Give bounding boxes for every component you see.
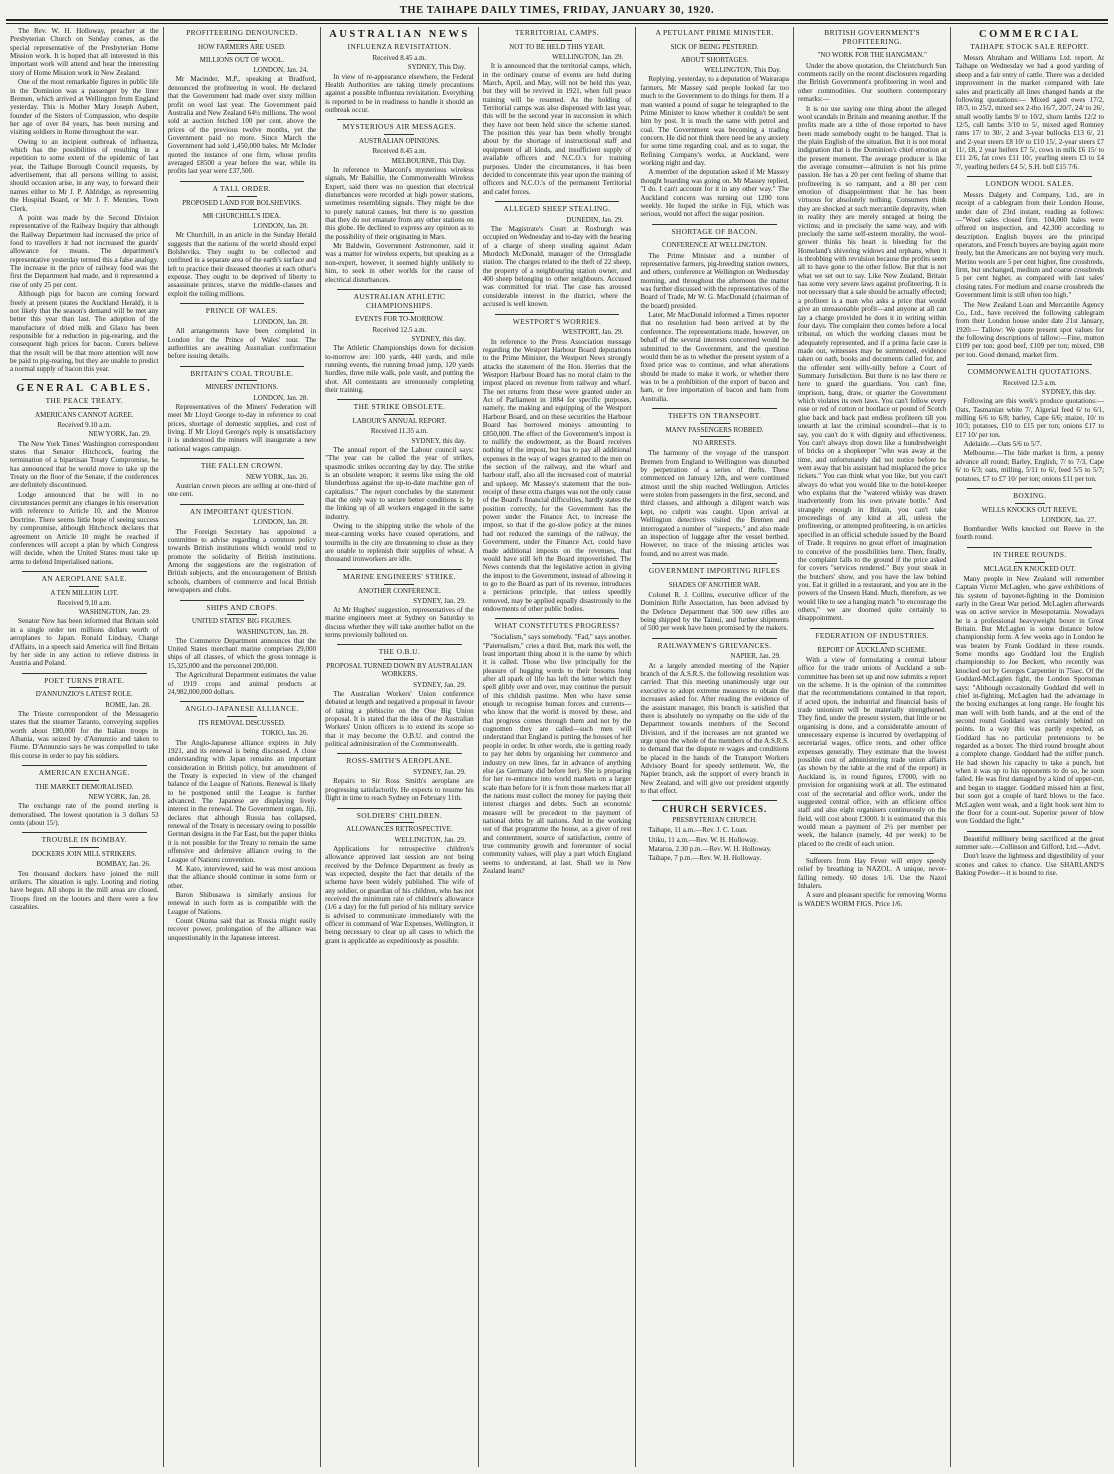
divider (652, 408, 777, 409)
article-subheading: PROPOSAL TURNED DOWN BY AUSTRALIAN WORKERS. (326, 662, 473, 679)
article-subheading: ABOUT SHORTAGES. (680, 55, 749, 64)
divider (337, 569, 462, 570)
article-heading: SOLDIERS' CHILDREN. (356, 810, 443, 820)
divider (227, 53, 257, 54)
dateline: TOKIO, Jan. 26. (261, 729, 309, 738)
dateline: BOMBAY, Jan. 26. (96, 860, 151, 869)
dateline: SYDNEY, this day. (411, 436, 466, 445)
divider (384, 584, 414, 585)
article-subheading: D'ANNUNZIO'S LATEST ROLE. (35, 690, 133, 699)
dateline: LONDON, Jan. 27. (1041, 515, 1097, 524)
local-paragraph: Owing to an incipient outbreak of influenza, which has the possibilities of resulting in a repetition to some extent of the epidemic of last year, the Taihape Borough Council requests, by advertisement, that all persons willing to assist, should occasion arise, in any way, to forward their names either to Mr J. P. Aldridge, as representing the Hospital Board, or Mr J. F. Menzies, Town Clerk. (10, 137, 159, 213)
article-heading: MYSTERIOUS AIR MESSAGES. (342, 122, 457, 132)
article-subheading: MINERS' INTENTIONS. (205, 383, 279, 392)
article-body: The Magistrate's Court at Roxburgh was occupied on Wednesday and to-day with the hearing of a charge of sheep stealing against Adam Murdoch McDonald, manager of the Ormsgladie station. The charges related to the theft of 22 sheep, the property of a neighbouring station owner, and 400 sheep belonging to other neighbours. Accused was committed for trial. The case has aroused considerable interest in the district, where the accused is well known. (482, 224, 632, 309)
divider (22, 832, 147, 833)
article-subheading: A TEN MILLION LOT. (50, 588, 119, 597)
church-services-heading: CHURCH SERVICES. (662, 804, 768, 815)
divider (384, 414, 414, 415)
article-heading: RAILWAYMEN'S GRIEVANCES. (657, 640, 772, 650)
divider (337, 644, 462, 645)
divider (69, 780, 99, 781)
dateline: WASHINGTON, Jan. 29. (78, 608, 151, 617)
divider (227, 209, 257, 210)
article-heading: BRITAIN'S COAL TROUBLE. (190, 368, 294, 378)
article-heading: POET TURNS PIRATE. (44, 675, 125, 685)
article-body: The exchange rate of the pound sterling is demoralised. The lowest quotation is 3 dollars 53 cents (about 15/). (10, 802, 159, 827)
divider (810, 628, 935, 629)
dateline: LONDON, Jan. 28. (253, 518, 309, 527)
article-subheading: NOT TO BE HELD THIS YEAR. (509, 42, 605, 51)
dateline: MELBOURNE, This Day. (391, 156, 466, 165)
article-body: The Athletic Championships down for decision to-morrow are: 100 yards, 440 yards, and mile running events, the running broad jump, 120 yards hurdles, three mile walk, pole vault, and putting the shot. All contestants are strenuously completing their training. (325, 344, 474, 394)
dateline: WELLINGTON, Jan. 29. (394, 835, 466, 844)
divider (337, 289, 462, 290)
article-subheading: DOCKERS JOIN MILL STRIKERS. (31, 850, 137, 859)
article-subheading: MILLIONS OUT OF WOOL. (199, 55, 285, 64)
article-heading: THE PEACE TREATY. (45, 396, 123, 406)
article-subheading: THE MARKET DEMORALISED. (35, 782, 134, 791)
article-subheading: MR CHURCHILL'S IDEA. (202, 211, 281, 220)
article-body: A member of the deputation asked if Mr Massey thought hoarding was going on. Mr Massey replied, "I do. I can't account for it in any other way." The Auckland concern was turning out 1200 tons weekly. He hoped the strike in Fiji, which was serious, would not affect the sugar position. (640, 168, 789, 219)
divider (700, 53, 730, 54)
article-subheading: EVENTS FOR TO-MORROW. (355, 315, 444, 324)
article-body: At Mr Hughes' suggestion, representatives of the marine engineers meet at Sydney on Saturday to discuss whether they will take another ballot on the terms previously balloted on. (325, 606, 474, 640)
dateline: LONDON, Jan. 24. (253, 66, 309, 75)
article-subheading: UNITED STATES' BIG FIGURES. (191, 617, 292, 626)
article-body: The Commerce Department announces that the United States merchant marine comprises 29,000 ships of all classes, of which the gross tonnage is 15,325,000 and the personnel 200,000. (167, 636, 317, 670)
divider (384, 659, 414, 660)
divider (542, 40, 572, 41)
divider (495, 314, 620, 315)
divider (227, 196, 257, 197)
divider (495, 201, 620, 202)
divider (384, 134, 414, 135)
divider (700, 423, 730, 424)
divider (652, 563, 777, 564)
divider (69, 687, 99, 688)
article-body: Many people in New Zealand will remember Captain Victor McLaglen, who gave exhibitions of his system of bayonet-fighting in the Dominion early in the Great War period. McLaglen afterwards was on active service in Mesopotamia. Nowadays he is a professional heavyweight boxer in Great Britain. But McLaglen is some distance below championship form. A few weeks ago in London he was beaten by Frank Goddard in three rounds. Some months ago Goddard lost the English championship to Joe Beckett, who recently was knocked out by Georges Carpentier in 75sec. Of the Goddard-McLaglen fight, the London Sportsman says: "Although occasionally Goddard did well in chief in-fighting, McLaglen had the advantage in the boxing exchanges at long range. He fought his man well with both hands, and at the end of the second round Goddard was certainly behind on points. In a way this was partly expected, as Goddard has no particular pretensions to be regarded as a boxer. The third round brought about a complete change. Goddard had the stiffer punch. He had shown his capacity to take a punch, but when it was up to his opponents to do so, he soon failed. He was first damaged by a kind of upper-cut, and began to stagger. Goddard missed him at first, but soon got a couple of hard blows to the face. McLaglen went weak, and a light hook sent him to the floor for a count-out. Superior power of blow won Goddard the fight." (955, 574, 1105, 826)
local-paragraph: One of the most remarkable figures in public life in the Dominion was a passenger by the liner Bremen, which arrived at Wellington from England yesterday. This is Mother Mary Joseph Aubert, founder of the Sisters of Compassion, who despite her age of over 84 years, has been nursing and visiting soldiers in Rome throughout the war. (10, 78, 159, 137)
divider (227, 614, 257, 615)
divider (967, 488, 1092, 489)
article-body: Senator New has been informed that Britain sold in a single order ten millions dollars worth of aeroplanes to Japan. Ronald Lindsay, Charge d'Affairs, in a speech said America will find Britain by her side in any action to relieve distress in Austria and Poland. (10, 617, 159, 668)
dateline: NEW YORK, Jan. 28. (88, 793, 151, 801)
article-body: Owing to the shipping strike the whole of the meat-canning works have ceased operations, and tourmills in the city are threatening to close as they are unable to replenish their supplies of wheat. A thousand ironworkers are idle. (325, 522, 474, 564)
article-body: Bombardier Wells knocked out Reeve in the fourth round. (955, 525, 1105, 542)
article-body: The New York Times' Washington correspondent states that Senator Hitchcock, fearing the termination of a bipartisan Treaty Compromise, he has announced that he would move to take up the Treaty on the floor of the Senate, if the conferences are definitely discontinued. (10, 439, 159, 490)
article-heading: AMERICAN EXCHANGE. (38, 768, 130, 778)
article-heading: COMMONWEALTH QUOTATIONS. (967, 367, 1092, 377)
dateline: WASHINGTON, Jan. 28. (236, 627, 309, 636)
article-heading: ALLEGED SHEEP STEALING. (503, 203, 611, 213)
article-body: The Agricultural Department estimates the value of 1919 crops and animal products at 24,982,000,000 dollars. (167, 671, 317, 696)
divider (337, 119, 462, 120)
masthead: THE TAIHAPE DAILY TIMES, FRIDAY, JANUARY 30, 1920. (399, 5, 715, 16)
article-subheading: ITS REMOVAL DISCUSSED. (198, 719, 286, 728)
article-body: Messrs Dalgety and Company, Ltd., are in receipt of a cablegram from their London House, under date of 23rd instant, reading as follows:—"Wool sales closed firm. 104,000 bales were offered on inspection, and 42,300 according to description. English buyers are the principal operators, and French buyers are buying again more freely, but the Americans are not buying very much. Merino wools are 5 per cent higher, fine crossbreds, firm, but unchanged, medium and coarse crossbreds 5 per cent higher, as compared with last sales' closing rates. For medium and coarse crossbreds the Government limit is still often too high." (955, 190, 1105, 300)
article-body: The annual report of the Labour council says: "The year can be called the year of strikes, spasmodic strikes occurring day by day. The strike is an obsolete weapon; it seems like using the old blunderbuss against the up-to-date machine gun of capitalists." The report concludes by the statement that the only way to secure better conditions is by the linking up of all workers engaged in the same industry. (325, 445, 474, 521)
divider (180, 600, 305, 601)
received-line: Received 8.45 a.m. (372, 147, 427, 156)
dateline: NEW YORK, Jan. 29. (88, 430, 151, 439)
article-heading: SHIPS AND CROPS. (206, 602, 278, 612)
section-heading-commercial: COMMERCIAL (979, 29, 1081, 40)
column-5 (635, 27, 793, 1467)
article-heading: ANGLO-JAPANESE ALLIANCE. (185, 704, 299, 714)
divider (967, 364, 1092, 365)
divider (180, 303, 305, 304)
article-body: In reference to Marconi's mysterious wireless signals, Mr Balsillie, the Commonwealth Wireless Expert, said there was no question that electrical disturbances were recorded at high power stations, sometimes resembling signals. They might be due to purely natural causes, but there is no question that they do not emanate from any other stations on this globe. He declined to express any opinion as to the possibility of their originating in Mars. (325, 165, 474, 241)
divider (22, 673, 147, 674)
article-body: Messrs Abraham and Williams Ltd. report. At Taihape on Wednesday we had a good yarding of sheep and a fair entry of cattle. There was a decided improvement in the market compared with late sales and practically all lines changed hands at the following quotations:— Mixed aged ewes 17/2, 18/3, to 25/2, mixed sex 2-tho 16/7, 20/7, 24/ to 26/, small woolly lambs 9/ to 10/2, shorn lambs 12/2 to 12/5, cull lambs 3/10 to 5/, mixed aged Romney rams 17/ to 30/, 2 and 3-year bullocks £13 6/, 21 and 2-year steers £8 10/ to £10 15/, 2-year steers £7 11/, £8, 2 year heifers £7 5/, cows in milk £6 15/ to £11 2/6, fat cows £11 10/, yearling steers £3 to £4 7/, yearling heifers £4 5/, S.H. bull £15 7/6. (955, 54, 1105, 171)
article-heading: THE STRIKE OBSOLETE. (353, 402, 446, 412)
article-body: Replying, yesterday, to a deputation of Wairarapa farmers, Mr Massey said people looked far too much to the Government to do things for them. If a man wanted a pound of sugar he telegraphed to the Prime Minister to know whether it couldn't be sent him by post. It is much the same with petrol and coal. The Government was becoming a trading concern. He did not think there need be any anxiety for some time regarding coal, and as to sugar, the Refining Company's works, at Auckland, were working night and day. (640, 75, 789, 168)
divider (700, 238, 730, 239)
article-body: Under the above quotation, the Christchurch Sun comments racily on the recent disclosures regarding the British Government's profiteering in wool and other commodities. Our southern contemporary remarks:— (797, 61, 947, 104)
masthead-rule (6, 19, 1108, 24)
article-body: At a largely attended meeting of the Napier branch of the A.S.R.S. the following resolution was carried: That this meeting unanimously urge our executive to adopt extreme measures to obtain the increases asked for. After reading the evidence of the assistant manager, this branch is satisfied that there is absolutely no sympathy on the side of the Department towards members of the Second Division, and if the increases are not granted we urge upon the whole of the members of the A.S.R.S. to demand that the dispute re wages and conditions be placed in the hands of the Transport Workers Advisory Board for speedy settlement. We, the Napier branch, ask the support of every branch in New Zealand, and will give our president urgently to that effect. (640, 661, 789, 796)
received-line: Received 11.35 a.m. (370, 427, 428, 436)
article-heading: TROUBLE IN BOMBAY. (41, 835, 127, 845)
divider (810, 853, 935, 854)
article-body: Following are this week's produce quotations:—Oats, Tasmanian white 7/, Algerial feed 6/ to 6/1, milling 6/6 to 6/8; barley, Cape 6/6; maize, 10/ to 10/3; potatoes, £10 to £15 per ton; onions £17 to £17 10/ per ton. (955, 397, 1105, 439)
dateline: SYDNEY, Jan. 29. (413, 680, 466, 689)
divider (69, 586, 99, 587)
article-heading: AUSTRALIAN ATHLETIC CHAMPIONSHIPS. (353, 291, 446, 310)
advertisement: A sure and pleasant specific for removing Worms is WADE'S WORM FIGS. Price 1/6. (797, 891, 947, 908)
advertisement: Don't leave the lightness and digestibility of your scones and cakes to chance. Use SHARLAND'S Baking Powder—it is bound to rise. (955, 852, 1105, 878)
article-subheading: "NO WORK FOR THE HANGMAN." (817, 51, 927, 60)
column-3 (320, 27, 478, 1467)
dateline: SYDNEY, This Day. (407, 63, 466, 72)
article-heading: GOVERNMENT IMPORTING RIFLES (648, 565, 781, 575)
columns (6, 27, 1108, 1467)
article-subheading: NO ARRESTS. (692, 439, 737, 448)
divider (180, 504, 305, 505)
article-body: Lodge announced that he will in no circumstances permit any changes in his reservation with reference to Article 10, and the Monroe Doctrine. There seems little hope of seeing success by compromise, although Hitchcock declares that agreement on Article 10 might be reached if conferences will accept a plan by which Congress will decide, when the United States must take up arms to defend Imperialised nations. (10, 490, 159, 566)
divider (180, 366, 305, 367)
dateline: DUNEDIN, Jan. 29. (566, 215, 624, 224)
divider (700, 578, 730, 579)
divider (384, 312, 414, 313)
divider (495, 618, 620, 619)
divider (1015, 503, 1045, 504)
article-heading: AN IMPORTANT QUESTION. (189, 506, 294, 516)
article-body: Repairs to Sir Ross Smith's aeroplane are progressing satisfactorily. He expects to resume his flight in time to reach Sydney on February 11th. (325, 777, 474, 803)
column-7 (950, 27, 1108, 1467)
article-subheading: SICK OF BEING PESTERED. (670, 42, 759, 51)
article-body: It is announced that the territorial camps, which, in the ordinary course of events are held during March, April, and May, will not be held this year, but they will be revived in 1921, when full peace training will be resumed. As the holding of Territorial camps was also dispensed with last year, this will be the second year in succession in which they have not been held since the scheme started. The position this year has been wholly brought about by the shortage of instructional staff and equipment of all kinds, and insufficient supply of available officers and N.C.O.'s for training purposes. Under the circumstances, it has been decided to concentrate this year upon the training of officers and N.C.O.'s of the permanent Territorial and cadet forces. (482, 62, 632, 196)
dateline: WELLINGTON, Jan. 29. (552, 52, 624, 61)
received-line: Received 12.5 a.m. (1002, 378, 1057, 387)
divider (227, 40, 257, 41)
article-subheading: REPORT OF AUCKLAND SCHEME. (817, 645, 927, 654)
service-line: Mataroa, 2.30 p.m.—Rev. W. H. Holloway. (648, 845, 772, 854)
section-heading-australian-news: AUSTRALIAN NEWS (329, 29, 470, 40)
article-body: In view of re-appearance elsewhere, the Federal Health Authorities are taking timely precautions against a possible influenza revisitation. Everything is reported to be in readiness to handle it should an outbreak occur. (325, 72, 474, 115)
column-4 (478, 27, 636, 1467)
article-heading: TERRITORIAL CAMPS. (515, 28, 600, 37)
column-1 (6, 27, 163, 1467)
article-subheading: CONFERENCE AT WELLINGTON. (662, 241, 768, 250)
divider (337, 399, 462, 400)
article-body: Applications for retrospective children's allowance approved last session are not being received by the Defence Department as freely as was expected, despite the fact that details of the scheme have been widely published. The wife of any soldier, or guardian of his children, who has not received the minimum rate of children's allowance (1/6 a day) for the full period of his military service is advised to communicate immediately with the officer in command of War Expenses, Wellington, it being necessary to clear up all cases to which the grant is applicable as expeditiously as possible. (325, 844, 474, 945)
column-2 (163, 27, 321, 1467)
article-heading: FEDERATION OF INDUSTRIES. (815, 630, 930, 640)
divider (967, 831, 1092, 832)
local-paragraph: The Rev. W. H. Holloway, preacher at the Presbyterian Church on Sunday comes, as the special representative of the Presbyterian Home Mission work. It is hoped that all interested in this important work will attend and hear the interesting story of Home Mission work in New Zealand. (10, 27, 159, 77)
article-body: Count Okuma said that as Russia might easily recover power, prolongation of the alliance was unquestionably in the Japanese interest. (167, 917, 317, 942)
article-body: The New Zealand Loan and Mercantile Agency Co., Ltd., have received the following cablegram from their London house under date 21st January, 1920:— Tallow: We quote present spot values for the following descriptions of tallow:—Fine, mutton £109 per ton; good beef, £109 per ton; mixed, £98 per ton. Good demand, market firm. (955, 300, 1105, 359)
divider (22, 571, 147, 572)
dateline: SYDNEY, this day. (1041, 388, 1097, 397)
article-body: Baron Shibusawa is similarly anxious for renewal in such form as is compatible with the League of Nations. (167, 890, 317, 916)
dateline: ROME, Jan. 28. (105, 700, 151, 709)
article-body: Ten thousand dockers have joined the mill strikers. The situation is ugly. Looting and rioting have begun. All shops in the mill areas are closed. Troops fired on the looters and there were a few casualties. (10, 869, 159, 911)
article-body: The Foreign Secretary has appointed a committee to advise regarding a common policy towards British institutions which would tend to promote the solidarity of British institutions. Among the suggestions are the registration of British subjects, and the encouragement of British schools, chambers of commerce and local British newspapers and clubs. (167, 527, 317, 595)
dateline: LONDON, Jan. 28. (253, 393, 309, 402)
article-subheading: ANOTHER CONFERENCE. (358, 586, 441, 595)
article-heading: MARINE ENGINEERS' STRIKE. (342, 571, 456, 581)
article-body: The Prime Minister and a number of representative farmers, pig-breeding station owners, and others, conference at Wellington on Wednesday morning, and throughout the afternoon the matter was further discussed with the representatives of the Board of Trade, Mr W. G. MacDonald (chairman of the board) presided. (640, 251, 789, 310)
divider (384, 822, 414, 823)
article-body: Representatives of the Miners' Federation will meet Mr Lloyd George to-day in reference to coal prices, shortage of domestic supplies, and cost of living. If Mr Lloyd George's reply is unsatisfactory it is understood the miners will inaugurate a new national wages campaign. (167, 402, 317, 453)
article-body: The Australian Workers' Union conference debated at length and negatived a proposal in favour of taking a plebiscite on the One Big Union proposal. It is stated that the idea of the Australian Workers' Union officers is to extend its scope so that it may become the O.B.U. and control the political administration of the Commonwealth. (325, 689, 474, 749)
article-subheading: SHADES OF ANOTHER WAR. (668, 580, 761, 589)
divider (967, 176, 1092, 177)
divider (227, 380, 257, 381)
service-line: Taihape, 11 a.m.—Rev. J. C. Loan. (648, 826, 748, 835)
article-heading: IN THREE ROUNDS. (992, 549, 1067, 559)
section-heading-general-cables: GENERAL CABLES. (16, 382, 153, 394)
divider (22, 379, 147, 380)
article-heading: A TALL ORDER. (212, 183, 272, 193)
article-subheading: PRESBYTERIAN CHURCH. (672, 816, 757, 825)
article-heading: A PETULANT PRIME MINISTER. (655, 28, 774, 37)
article-heading: AN AEROPLANE SALE. (41, 573, 127, 583)
article-body: The Trieste correspondent of the Messagerio states that the steamer Taranto, conveying supplies worth about £80,000 for the Italian troops in Albania, was seized by d'Annunzio and taken to Fiume. D'Annunzio says he was compelled to take this course in order to pay his soldiers. (10, 709, 159, 760)
article-body: Mr Baldwin, Government Astronomer, said it was a matter for wireless experts, but speaking as a non-expert, however, it seemed highly unlikely to him, to seek in other worlds for the cause of electrical disturbances. (325, 242, 474, 284)
article-body: Mr Churchill, in an article in the Sunday Herald suggests that the nations of the world should expel Bolsheviks. They ought to be collected and confined in a separate area of the earth's surface and left to practice their diseased theories at each other's expense. They ought to be deprived of liberty to assassinate princes, starve the middle-classes and exploit the toiling millions. (167, 231, 317, 298)
article-subheading: LABOUR'S ANNUAL REPORT. (352, 417, 447, 426)
article-heading: THEFTS ON TRANSPORT. (667, 411, 762, 421)
article-subheading: AMERICANS CANNOT AGREE. (35, 410, 134, 419)
received-line: Received 9.10 a.m. (57, 598, 112, 607)
article-body: M. Kato, interviewed, said he was most anxious that the alliance should continue in some form or other. (167, 864, 317, 890)
advertisement: Beautiful millinery being sacrificed at the great summer sale.—Collinson and Gifford, Ltd.—Advt. (955, 834, 1105, 851)
divider (180, 181, 305, 182)
divider (700, 436, 730, 437)
article-body: With a view of formulating a central labour office for the trade unions of Auckland a sub-committee has been set up and now submits a report on the scheme. It is the opinion of the committee that the recommendations contained in that report, if acted upon, the industrial and financial basis of trade unionism will be materially strengthened. They find, under the present system, that little or no organising is done, and a considerable amount of unnecessary expense is incurred by overlapping of secretarial wages, office rents, and other office expenses generally. They estimate that the lowest possible cost of administering trade union affairs (as shown by the table at the end of the report) in Auckland is, in round figures, £7000, with no provision for organising work at all. The estimated cost of the secretarial and office work, under the suggested central office, with an efficient office staff and also eight organisers continuously on the field, will cost about £3000. It is estimated that this would mean a payment of 2½ per member per week, the balance (namely, 4d per week) to be placed to the credit of each union. (797, 655, 947, 848)
article-heading: SHORTAGE OF BACON. (671, 226, 758, 236)
article-subheading: WELLS KNOCKS OUT REEVE. (981, 505, 1078, 514)
dateline: WESTPORT, Jan. 29. (562, 328, 624, 337)
divider (180, 458, 305, 459)
divider (652, 224, 777, 225)
divider (180, 701, 305, 702)
divider (337, 753, 462, 754)
divider (22, 765, 147, 766)
dateline: NEW YORK, Jan. 26. (245, 472, 309, 481)
article-heading: THE FALLEN CROWN. (200, 460, 283, 470)
local-paragraph: Although pigs for bacon are coming forward freely at present (states the Auckland Herald), it is not likely that the season's demand will be met any better this year than last. The adoption of the manufacture of dried milk and Glaxo has been responsible for a reduction in pig-rearing, and the consequent high prices for bacon. Curers believe that the result will be that more attention will now be paid to pig-rearing, but they are unable to predict a normal supply of bacon this year. (10, 290, 159, 374)
divider (652, 800, 777, 801)
divider (337, 808, 462, 809)
divider (967, 547, 1092, 548)
received-line: Received 12.5 a.m. (372, 325, 427, 334)
article-body: Colonel R. J. Collins, executive officer of the Dominion Rifle Association, has been advised by the Defence Department that 500 new rifles are being shipped by the Tainui, and further shipments of 500 per week have been promised by the makers. (640, 590, 789, 633)
dateline: LONDON, Jan. 28. (253, 222, 309, 231)
received-line: Received 8.45 a.m. (372, 54, 427, 63)
received-line: Received 9.10 a.m. (57, 421, 112, 430)
article-heading: WESTPORT'S WORRIES. (512, 316, 602, 326)
dateline: SYDNEY, Jan. 29. (413, 768, 466, 777)
divider (69, 847, 99, 848)
dateline: SYDNEY, this day. (411, 334, 466, 343)
article-subheading: MANY PASSENGERS ROBBED. (665, 425, 764, 434)
advertisement: Sufferers from Hay Fever will enjoy speedy relief by breathing in NAZOL. A unique, never-failing remedy. 60 doses 1/6. Use the Nazol Inhalers. (797, 857, 947, 891)
divider (1015, 562, 1045, 563)
article-body: Adelaide.—Oats 5/6 to 5/7. (963, 440, 1042, 449)
divider (857, 48, 887, 49)
divider (652, 638, 777, 639)
divider (69, 408, 99, 409)
dateline: WELLINGTON, This Day. (704, 66, 781, 75)
article-subheading: PROPOSED LAND FOR BOLSHEVIKS. (182, 198, 302, 207)
article-subheading: AUSTRALIAN OPINIONS. (359, 137, 440, 146)
article-heading: WHAT CONSTITUTES PROGRESS? (494, 621, 620, 631)
article-heading: PRINCE OF WALES. (205, 306, 278, 316)
article-subheading: ALLOWANCES RETROSPECTIVE. (346, 825, 453, 834)
article-heading: ROSS-SMITH'S AEROPLANE. (346, 756, 453, 766)
article-body: In reference to the Press Association message regarding the Westport Harbour Board deputations to the Prime Minister, the Westport News strongly attacks the statement of the Hon. Herries that the Westport Harbour Board has no moral claim to the impost placed on revenue from railway and wharf. The net returns from these were granted under an Act of Parliament in 1884 for specific purposes, namely, the making and equipping of the Westport Harbour Board, and on these securities the Harbour Board has borrowed moneys amounting to £850,000. The effect of the Government's impost is to nullify the endowment, as the Board receives nothing of the impost, but has to pay all additional expenses in the way of wages granted to the men on the section of the railway, and the wharf and harbour staff, also all the increased cost of material and upkeep. Mr Massey's statement that the non-receipt of these extra charges was not the only cause of the Board's financial difficulties, hardly states the position correctly, for the Government has the power under the Finance Act, to increase the impost, so that if the go-slow policy at the mines had not reduced the earnings of the railway, the Government, under the Finance Act, could have made additional imposts on the revenues, that would have still left the Board impoverished. The News contends that the legislative action in giving the impost to the Government, instead of allowing it to go to the Board as part of its revenue, introduces a pernicious principle, that unless speedily removed, may be applied equally disastrously to the endowments of other public bodies. (482, 337, 632, 614)
local-paragraph: A point was made by the Second Division representative of the Railway Inquiry that although the Railway Department had increased the price of food to travellers it had not increased the guards' allowance for means. The department's representative yesterday termed this a false analogy. The increase in the price of railway food was the first the Department had made, and it represented a rise of only 25 per cent. (10, 213, 159, 289)
service-line: Taihape, 7 p.m.—Rev. W. H. Holloway. (648, 854, 762, 863)
dateline: LONDON, Jan. 28. (253, 317, 309, 326)
article-body: Mr Macinder, M.P., speaking at Bradford, denounced the profiteering in wool. He declared that the Government had made over sixty million profit on wool last year. The Government paid Australia and New Zealand 64½ millions. The wool sold at auction fetched 100 per cent. above the prices of the previous twelve months, yet the Government paid no more. Since March the Government had sold 1,450,000 bales. Mr McInder quoted the instance of one firm, whose profits averaged £8500 a year before the war, while its profits last year were £37,500. (167, 75, 317, 176)
article-body: It is no use saying one thing about the alleged wool scandals in Britain and meaning another. If the profits made are a tithe of those reported to have been made somebody ought to be hanged. That is the plain English of the situation. But it is not moral indignation that is the Dominion's chief emotion at the present moment. The average producer is like the average consumer—altruism is not his prime passion. He has a 20 per cent feeling of shame that profiteering is so rampant, and a 80 per cent emotion of disappointment that he has been virtuous for absolutely nothing. Consumers think they are shocked at such mercantile depravity, when in reality they are merely enraged at being the victims; and in precisely the same way, and with precisely the same self-esteem morality, the wool-grower thinks his heart is bleeding for the Homeland's shivering widows and orphans, when it is throbbing with revulsion because the profits seem all to have gone to the other fellow. But that is not what we set out to say. Like New Zealand, Britain has some very severe laws against profiteering. It is not necessary that a sale should be actually effected; a profiteer is a man who asks a price that would give an unreasonable profit—and anyone at all can lay a charge provided he does it in writing within four days. The complaint then comes before a local tribunal, on which the working classes must be adequately represented, and if a prima facie case is made out, witnesses may be summoned, evidence taken on oath, books and documents called for, and the offender sent willy-nilly before a Court of Summary Jurisdiction. But there is no law there or here to guard the guardians. You can't fine, imprison, hang, draw, or quarter the Government which violates its own laws. You can't follow every ruse or red of cotton or bootlace or pound of Scotch glue back and back past endless profiteers till you unearth at last the criminal scoundrel—that is to say, you can't do it with dignity and effectiveness. You can't always drop down like a hundredweight of bricks on a shopkeeper "who was away at the time, and unfortunately did not notice before he went away that his assistant had misplaced the price tickets." You can think what you like, but you can't always do what you would like to the hotel-keeper who explains that the "watered whisky was drawn inadvertently from his own private bottle." And strangely enough in Britain, you can't take proceedings of any kind at all, unless the profiteering, or attempted profiteering, is on articles specified in an official schedule issued by the Board of Trade. It requires no great effort of imagination to conceive of the possibilities here. Then, finally, the complaint falls to the ground if the price asked for covers "services rendered." Buy your steak in the butchers' show, and you have the law behind you. Eat it grilled in a restaurant, and you are in the powers of the Unseen Hand. Much, therefore, as we would like to see a hanging match "to encourage the others," we are doomed quite certainly to disappointment. (797, 104, 947, 623)
article-body: Melbourne.—The hide market is firm, a penny advance all round; Barley, English, 7/ to 7/3, Cape 6/ to 6/3; oats, milling, 5/11 to 6/, feed 5/5 to 5/7; potatoes, £7 to £7 10/ per ton; onions £11 per ton. (955, 449, 1105, 483)
divider (700, 40, 730, 41)
service-line: Utiku, 11 a.m.—Rev. W. H. Holloway. (648, 835, 758, 844)
article-heading: BOXING. (1013, 490, 1047, 500)
article-heading: TAIHAPE STOCK SALE REPORT. (970, 42, 1090, 52)
article-heading: PROFITEERING DENOUNCED. (186, 28, 298, 37)
divider (857, 643, 887, 644)
dateline: SYDNEY, Jan. 29. (413, 596, 466, 605)
article-subheading: HOW FARMERS ARE USED. (198, 42, 286, 51)
article-body: Later, Mr MacDonald informed a Times reporter that no resolution had been arrived at by the conference. The representations made, however, on behalf of the several interests concerned would be submitted to the Government, and the question would then be as to whether the present system of a fixed price was to continue, and what alterations should be made to make it work, or whether there was to be a prohibition of the export of bacon and ham, or free importation of bacon and ham from Australia. (640, 311, 789, 403)
article-body: The Anglo-Japanese alliance expires in July 1921, and its renewal is being discussed. A close understanding with Japan remains an important consideration in British policy, but amendment of the Treaty is expected in view of the changed balance of the League of Nations. Renewal is likely to be postponed until the League is further advanced. The Japanese are displaying lively interest in the renewal. The Government organ, Jiji, declares that although Russia has collapsed, renewal of the Treaty is necessary owing to possible German designs in the Far East, but the paper thinks it is not possible for the Treaty to remain the same offensive and defensive alliance owing to the League of Nations convention. (167, 738, 317, 864)
article-body: The harmony of the voyage of the transport Bremen from England to Wellington was disturbed by perpetration of a series of thefts. These commenced on January 12th, and were continued almost until the ship reached Wellington. Articles were stolen from passengers in the first, second, and third classes, and although a diligent watch was kept, no culprit was caught. Upon arrival at Wellington detectives visited the Bremen and interrogated a number of "suspects," and also made an inspection of luggage after the vessel berthed. However, no trace of the missing articles was found, and no arrest was made. (640, 449, 789, 558)
dateline: NAPIER, Jan. 29. (730, 652, 781, 661)
article-body: "Socialism," says somebody. "Fad," says another. "Paternalism," cries a third. But, mark this well, the least important thing about it is the name by which it is called. Those who live principally for the pleasure of hugging words to their bosoms long after all spark of life has left the letter which they spell glibly over and over, may continue the pursuit of this childish pastime. Men who have sense enough to recognise human forces and currents—who know that the world is moved by these, and that progress comes through them and not by the cognomen they are called—such men will understand that England is putting the houses of her people in order. In other words, she is getting ready to pay her debts by organising her commerce and industry on new lines, far in advance of anything else (as Germany did before her). She is preparing for her re-entrance into world markets on a larger scale than before for it is from those markets that all the nations must collect the money for paying their interest charges and debts. Such an economic measure will be precedent to the payment of national debts by all nations. And in the working out of that programme the house, as a giver of rest and contentment, source of satisfaction, centre of true community growth and forerunner of social community values, will play a part which England seems to understand, at last. Shall we in New Zealand learn? (482, 633, 632, 876)
column-6 (793, 27, 951, 1467)
article-body: Austrian crown pieces are selling at one-third of one cent. (167, 481, 317, 499)
article-heading: THE O.B.U. (378, 647, 421, 657)
article-heading: LONDON WOOL SALES. (985, 179, 1074, 189)
article-heading: BRITISH GOVERNMENT'S PROFITEERING. (824, 28, 921, 46)
divider (227, 716, 257, 717)
article-heading: INFLUENZA REVISITATION. (347, 42, 452, 52)
article-body: All arrangements have been completed in London for the Prince of Wales' tour. The authorities are awaiting Australian confirmation before issuing details. (167, 327, 317, 361)
article-subheading: MCLAGLEN KNOCKED OUT. (983, 564, 1076, 573)
